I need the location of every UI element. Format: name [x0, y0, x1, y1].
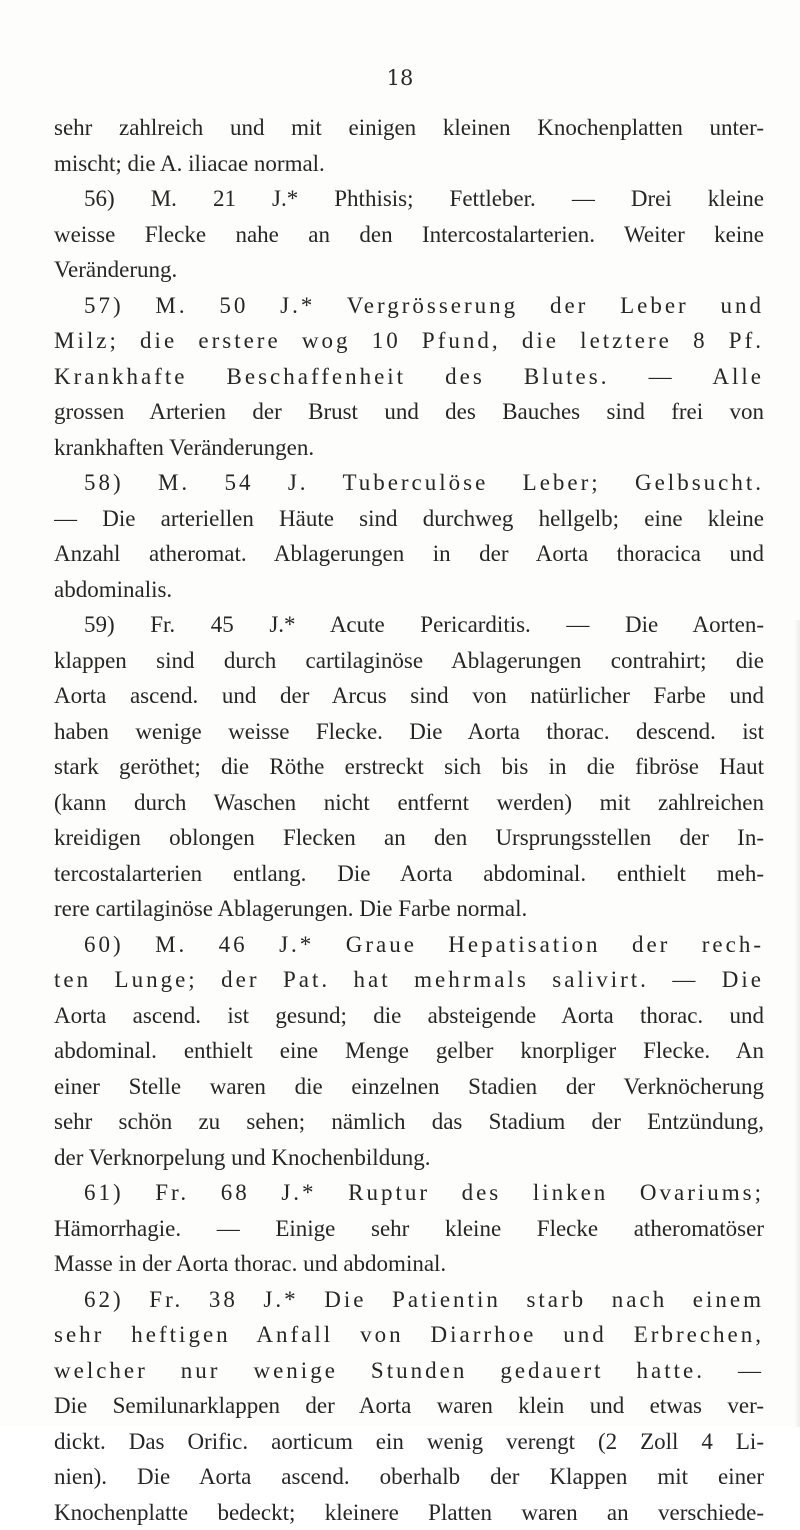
- text-line: Anzahl atheromat. Ablagerungen in der Aorta thoracica und: [54, 536, 764, 572]
- page-edge-shadow: [794, 620, 800, 1427]
- text-line: 61) Fr. 68 J.* Ruptur des linken Ovariums;: [54, 1175, 764, 1211]
- text-line: tercostalarterien entlang. Die Aorta abdominal. enthielt meh-: [54, 856, 764, 892]
- text-line: Veränderung.: [54, 252, 764, 288]
- text-line: einer Stelle waren die einzelnen Stadien der Verknöcherung: [54, 1069, 764, 1105]
- text-line: welcher nur wenige Stunden gedauert hatte. —: [54, 1353, 764, 1389]
- text-line: abdominalis.: [54, 572, 764, 608]
- text-line: 58) M. 54 J. Tuberculöse Leber; Gelbsucht.: [54, 465, 764, 501]
- text-line: 56) M. 21 J.* Phthisis; Fettleber. — Drei kleine: [54, 181, 764, 217]
- text-line: Knochenplatte bedeckt; kleinere Platten waren an verschiede-: [54, 1495, 764, 1530]
- text-line: stark geröthet; die Röthe erstreckt sich bis in die fibröse Haut: [54, 749, 764, 785]
- text-line: dickt. Das Orific. aorticum ein wenig verengt (2 Zoll 4 Li-: [54, 1424, 764, 1460]
- page-number: 18: [0, 66, 800, 90]
- text-line: Krankhafte Beschaffenheit des Blutes. — Alle: [54, 359, 764, 395]
- text-line: Hämorrhagie. — Einige sehr kleine Flecke atheromatöser: [54, 1211, 764, 1247]
- text-line: klappen sind durch cartilaginöse Ablagerungen contrahirt; die: [54, 643, 764, 679]
- text-line: 62) Fr. 38 J.* Die Patientin starb nach einem: [54, 1282, 764, 1318]
- text-line: Aorta ascend. ist gesund; die absteigende Aorta thorac. und: [54, 998, 764, 1034]
- text-line: sehr heftigen Anfall von Diarrhoe und Erbrechen,: [54, 1317, 764, 1353]
- text-line: krankhaften Veränderungen.: [54, 430, 764, 466]
- text-line: ten Lunge; der Pat. hat mehrmals salivirt. — Die: [54, 962, 764, 998]
- text-line: weisse Flecke nahe an den Intercostalarterien. Weiter keine: [54, 217, 764, 253]
- text-line: nien). Die Aorta ascend. oberhalb der Klappen mit einer: [54, 1459, 764, 1495]
- text-line: — Die arteriellen Häute sind durchweg hellgelb; eine kleine: [54, 501, 764, 537]
- text-line: Die Semilunarklappen der Aorta waren klein und etwas ver-: [54, 1388, 764, 1424]
- text-line: Milz; die erstere wog 10 Pfund, die letztere 8 Pf.: [54, 323, 764, 359]
- text-line: kreidigen oblongen Flecken an den Ursprungsstellen der In-: [54, 820, 764, 856]
- text-line: der Verknorpelung und Knochenbildung.: [54, 1140, 764, 1176]
- text-line: 57) M. 50 J.* Vergrösserung der Leber und: [54, 288, 764, 324]
- text-line: (kann durch Waschen nicht entfernt werden) mit zahlreichen: [54, 785, 764, 821]
- text-line: mischt; die A. iliacae normal.: [54, 146, 764, 182]
- text-line: sehr schön zu sehen; nämlich das Stadium der Entzündung,: [54, 1104, 764, 1140]
- text-line: rere cartilaginöse Ablagerungen. Die Farbe normal.: [54, 891, 764, 927]
- text-line: sehr zahlreich und mit einigen kleinen Knochenplatten unter-: [54, 110, 764, 146]
- text-line: grossen Arterien der Brust und des Bauches sind frei von: [54, 394, 764, 430]
- text-line: Masse in der Aorta thorac. und abdominal.: [54, 1246, 764, 1282]
- text-line: haben wenige weisse Flecke. Die Aorta thorac. descend. ist: [54, 714, 764, 750]
- text-line: abdominal. enthielt eine Menge gelber knorpliger Flecke. An: [54, 1033, 764, 1069]
- text-line: 59) Fr. 45 J.* Acute Pericarditis. — Die Aorten-: [54, 607, 764, 643]
- text-line: 60) M. 46 J.* Graue Hepatisation der rech-: [54, 927, 764, 963]
- text-line: Aorta ascend. und der Arcus sind von natürlicher Farbe und: [54, 678, 764, 714]
- body-text: [54, 110, 764, 1530]
